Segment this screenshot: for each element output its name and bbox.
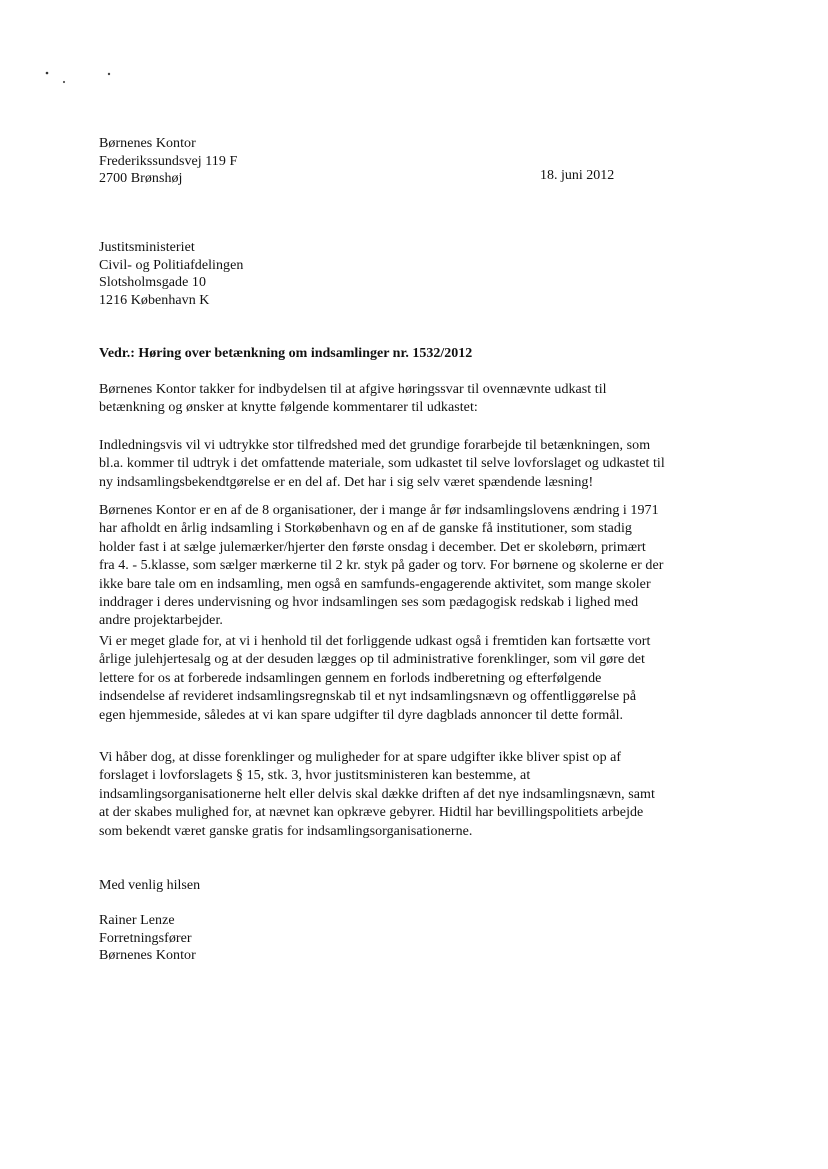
body-paragraph	[99, 502, 663, 631]
paragraph-line: lettere for os at forberede indsamlingen gennem en forlods indberetning og efterfølgende	[99, 670, 602, 686]
paragraph-line: andre projektarbejder.	[99, 613, 223, 629]
paragraph-line: indsamlingsorganisationerne helt eller delvis skal dække driften af det nye indsamlingsnævn, samt	[99, 786, 655, 802]
recipient-line: Slotsholmsgade 10	[99, 275, 207, 291]
paragraph-line: Børnenes Kontor er en af de 8 organisationer, der i mange år før indsamlingslovens ændring i 1971	[99, 503, 659, 518]
sender-address	[99, 135, 237, 188]
paragraph-line: fra 4. - 5.klasse, som sælger mærkerne til 2 kr. styk på gader og torv. For børnene og skolerne er der	[99, 558, 664, 574]
paragraph-line: ny indsamlingsbekendtgørelse er en del af. Det har i sig selv været spændende læsning!	[99, 474, 594, 490]
sender-line: Børnenes Kontor	[99, 136, 196, 151]
body-paragraph	[99, 633, 650, 725]
sender-line: Frederikssundsvej 119 F	[99, 153, 238, 169]
paragraph-line: har afholdt en årlig indsamling i Storkøbenhavn og en af de ganske få institutioner, som stadig	[99, 521, 632, 537]
sender-line: 2700 Brønshøj	[99, 171, 183, 187]
paragraph-line: forslaget i lovforslagets § 15, stk. 3, hvor justitsministeren kan bestemme, at	[99, 768, 531, 784]
paragraph-line: inddrager i deres undervisning og hvor indsamlingen ses som pædagogisk redskab i lighed med	[99, 594, 639, 610]
paragraph-line: Børnenes Kontor takker for indbydelsen til at afgive høringssvar til ovennævnte udkast til	[99, 382, 607, 397]
paragraph-line: betænkning og ønsker at knytte følgende kommentarer til udkastet:	[99, 400, 478, 416]
scan-specks	[44, 70, 114, 90]
paragraph-line: Vi håber dog, at disse forenklinger og muligheder for at spare udgifter ikke bliver spist op af	[99, 750, 622, 765]
paragraph-line: at der skabes mulighed for, at nævnet kan opkræve gebyrer. Hidtil har bevillingspolitiets arbejde	[99, 805, 644, 821]
body-paragraph	[99, 749, 655, 841]
recipient-line: Civil- og Politiafdelingen	[99, 257, 244, 273]
paragraph-line: som bekendt været ganske gratis for indsamlingsorganisationerne.	[99, 823, 473, 839]
paragraph-line: årlige julehjertesalg og at der desuden lægges op til administrative forenklinger, som vil gøre det	[99, 652, 645, 668]
paragraph-line: egen hjemmeside, således at vi kan spare udgifter til dyre dagblads annoncer til dette formål.	[99, 707, 624, 723]
paragraph-line: ikke bare tale om en indsamling, men også en samfunds-engagerende aktivitet, som mange skoler	[99, 576, 651, 592]
paragraph-line: indsendelse af revideret indsamlingsregnskab til et nyt indsamlingsnævn og offentliggørelse på	[99, 689, 637, 705]
body-paragraph	[99, 437, 665, 492]
paragraph-line: Vi er meget glade for, at vi i henhold til det forliggende udkast også i fremtiden kan fortsætte vort	[99, 634, 651, 649]
signature-line: Forretningsfører	[99, 930, 192, 946]
paragraph-line: bl.a. kommer til udtryk i det omfattende materiale, som udkastet til selve lovforslaget og udkastet til	[99, 456, 665, 472]
subject-line: Vedr.: Høring over betænkning om indsamlinger nr. 1532/2012	[99, 346, 473, 361]
signature-block	[99, 912, 196, 965]
letter-date: 18. juni 2012	[540, 168, 615, 183]
paragraph-line: Indledningsvis vil vi udtrykke stor tilfredshed med det grundige forarbejde til betænkningen, som	[99, 438, 651, 453]
recipient-line: 1216 København K	[99, 292, 210, 308]
paragraph-line: holder fast i at sælge julemærker/hjerter den første onsdag i december. Det er skolebørn, primært	[99, 539, 646, 555]
signature-line: Børnenes Kontor	[99, 948, 196, 964]
closing-salutation: Med venlig hilsen	[99, 878, 201, 893]
signature-line: Rainer Lenze	[99, 913, 175, 928]
body-paragraph	[99, 381, 607, 418]
recipient-address	[99, 239, 243, 309]
recipient-line: Justitsministeriet	[99, 240, 195, 255]
